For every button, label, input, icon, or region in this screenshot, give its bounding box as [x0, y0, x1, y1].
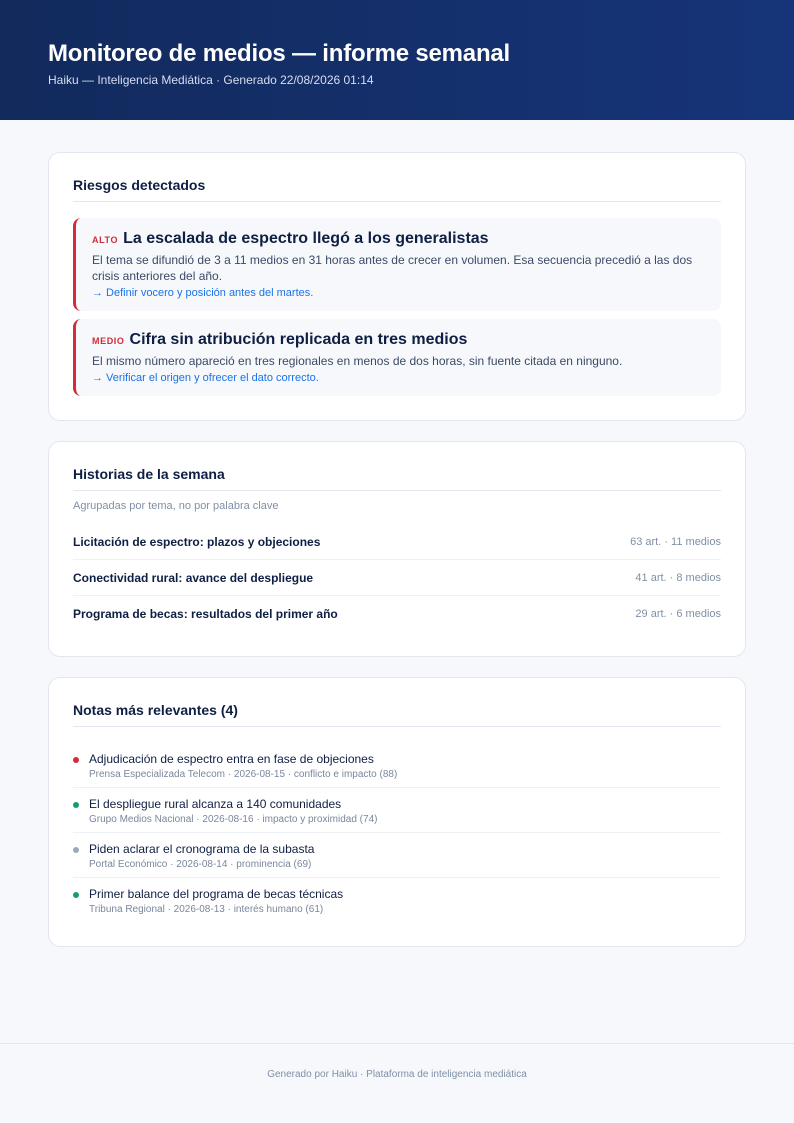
- risk-action-link[interactable]: → Verificar el origen y ofrecer el dato correcto.: [92, 372, 319, 384]
- page-footer: [0, 1043, 794, 1123]
- footer-text: Generado por Haiku · Plataforma de inteligencia mediática: [267, 1069, 527, 1080]
- story-title: Conectividad rural: avance del despliegue: [73, 570, 314, 585]
- risk-list: [73, 218, 721, 396]
- notes-card: [48, 677, 746, 947]
- story-title: Programa de becas: resultados del primer año: [73, 607, 338, 621]
- sentiment-dot-icon: [73, 802, 79, 808]
- story-row[interactable]: [73, 524, 721, 560]
- risks-card: [48, 152, 746, 421]
- stories-title: Historias de la semana: [73, 466, 721, 491]
- note-body: [89, 841, 314, 870]
- report-body: [0, 120, 794, 947]
- risk-description: El tema se difundió de 3 a 11 medios en 31 horas antes de crecer en volumen. Esa secuencia precedió a las dos crisis anteriores del año.: [92, 253, 693, 283]
- note-meta: Grupo Medios Nacional · 2026-08-16 · impacto y proximidad (74): [89, 814, 378, 825]
- story-list: [73, 524, 721, 632]
- story-row[interactable]: [73, 596, 721, 632]
- note-item[interactable]: [73, 788, 721, 833]
- risk-item: [73, 218, 721, 311]
- risk-title: Cifra sin atribución replicada en tres medios: [129, 331, 468, 348]
- story-title: Licitación de espectro: plazos y objeciones: [73, 534, 321, 549]
- note-title: Adjudicación de espectro entra en fase de objeciones: [89, 752, 374, 766]
- risk-level-badge: MEDIO: [92, 336, 125, 346]
- story-row[interactable]: [73, 560, 721, 596]
- risks-title: Riesgos detectados: [73, 177, 721, 202]
- risk-level-badge: ALTO: [92, 235, 119, 245]
- risk-title: La escalada de espectro llegó a los generalistas: [123, 230, 489, 247]
- risk-description: El mismo número apareció en tres regionales en menos de dos horas, sin fuente citada en ninguno.: [92, 354, 623, 368]
- sentiment-dot-icon: [73, 892, 79, 898]
- risk-item: [73, 319, 721, 396]
- note-title: Piden aclarar el cronograma de la subasta: [89, 842, 315, 856]
- note-meta: Prensa Especializada Telecom · 2026-08-15 · conflicto e impacto (88): [89, 769, 398, 780]
- note-item[interactable]: [73, 878, 721, 922]
- page-subtitle: Haiku — Inteligencia Mediática · Generado 22/08/2026 01:14: [48, 73, 374, 87]
- risk-head: [92, 331, 705, 349]
- stories-subtitle: Agrupadas por tema, no por palabra clave: [73, 500, 279, 512]
- note-item[interactable]: [73, 833, 721, 878]
- note-meta: Portal Económico · 2026-08-14 · prominencia (69): [89, 859, 312, 870]
- note-title: El despliegue rural alcanza a 140 comunidades: [89, 797, 342, 811]
- stories-card: [48, 441, 746, 657]
- note-meta: Tribuna Regional · 2026-08-13 · interés humano (61): [89, 904, 324, 915]
- story-meta: 41 art. · 8 medios: [635, 571, 721, 584]
- note-body: [89, 751, 397, 780]
- sentiment-dot-icon: [73, 757, 79, 763]
- note-list: [73, 743, 721, 922]
- report-header: [0, 0, 794, 120]
- story-meta: 29 art. · 6 medios: [635, 608, 721, 620]
- note-title: Primer balance del programa de becas técnicas: [89, 887, 344, 901]
- note-body: [89, 886, 343, 915]
- risk-head: [92, 230, 705, 248]
- page-title: Monitoreo de medios — informe semanal: [48, 40, 511, 67]
- note-body: [89, 796, 377, 825]
- risk-action-link[interactable]: → Definir vocero y posición antes del martes.: [92, 287, 314, 299]
- note-item[interactable]: [73, 743, 721, 788]
- sentiment-dot-icon: [73, 847, 79, 853]
- story-meta: 63 art. · 11 medios: [630, 535, 721, 548]
- notes-title: Notas más relevantes (4): [73, 702, 721, 727]
